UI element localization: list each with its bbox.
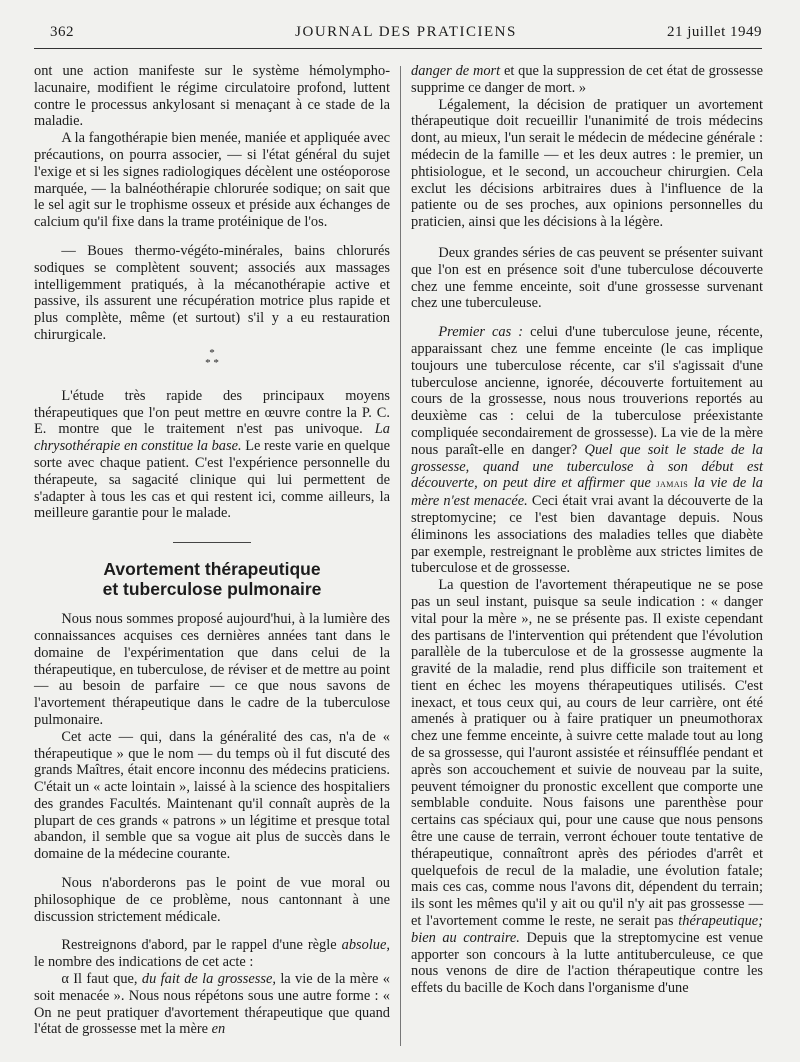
- separator-rule: [173, 542, 251, 543]
- paragraph: Nous nous sommes proposé aujourd'hui, à la lumière des connaissances acquises ces dernières années tant dans le domaine de l'expérimentation que dans celui de la thérapeutique, en tuberculose, de réviser et de mettre au point — au besoin de parfaire — ce que nous savons de l'avortement thérapeutique dans le cadre de la tuberculose pulmonaire.: [34, 611, 390, 728]
- issue-date: 21 juillet 1949: [667, 24, 762, 40]
- left-column: [34, 63, 390, 1038]
- paragraph: La question de l'avortement thérapeutique ne se pose pas un seul instant, puisque sa seule indication : « danger vital pour la mère », ne se présente pas. Il existe cependant des partisans de l'intervention qui prétendent que l'évolution parallèle de la tuberculose et de la grossesse augmente la gravité de la maladie, rend plus difficile son traitement et tient en échec les moyens thérapeutiques utilisés. C'est inexact, et tous ceux qui, au cours de leur carrière, ont été amenés à pratiquer ou à faire pratiquer un pneumothorax chez une femme enceinte, à suivre cette malade tout au long de sa grossesse, qui l'auront assistée et réinsufflée pendant et après son accouchement et suivie de nouveau par la suite, peuvent témoigner du pronostic excellent que comporte une semblable conduite. Nous faisons une parenthèse pour certains cas spéciaux qui, pour une cause que nous pensons être une cause de terrain, verront échouer toute tentative de thérapeutique, connaîtront après des périodes d'arrêt et quelquefois de recul de la maladie, une évolution fatale; mais ces cas, comme nous l'avons dit, dépendent du terrain; ils sont les mêmes qu'il y ait ou qu'il n'y ait pas grossesse — et l'avortement comme le reste, ne serait pas thérapeutique; bien au contraire. Depuis que la streptomycine est venue apporter son concours à la lutte antituberculeuse, ce que nous venons de dire de l'action thérapeutique contre les effets du bacille de Koch dans l'organisme d'une: [411, 577, 763, 997]
- header-rule: [34, 48, 762, 49]
- paragraph: — Boues thermo-végéto-minérales, bains chlorurés sodiques se complètent souvent; associés aux massages intelligemment pratiqués, à la mécanothérapie active et passive, ils assurent une récupération motrice plus rapide et plus complète, même (et surtout) s'il y a eu restauration chirurgicale.: [34, 242, 390, 343]
- paragraph: Premier cas : celui d'une tuberculose jeune, récente, apparaissant chez une femme enceinte (le cas implique toujours une tuberculose récente, car s'il s'agissait d'une tuberculose ancienne, ignorée, découverte fortuitement au cours de la grossesse, nous nous trouverions reportés au deuxième cas : celui de la tuberculose préexistante compliquée secondairement de grossesse). La vie de la mère nous paraît-elle en danger? Quel que soit le stade de la grossesse, quand une tuberculose à son début est découverte, on peut dire et affirmer que jamais la vie de la mère n'est menacée. Ceci était vrai avant la découverte de la streptomycine; ce l'est bien davantage depuis. Nous éliminons les associations des maladies telles que diabète par exemple, restreignant le problème aux strictes limites de tuberculose et de grossesse.: [411, 324, 763, 577]
- article-title: Avortement thérapeutique et tuberculose pulmonaire: [102, 559, 322, 600]
- paragraph: Restreignons d'abord, par le rappel d'une règle absolue, le nombre des indications de cet acte :: [34, 937, 390, 971]
- section-asterisks: * * *: [205, 346, 219, 369]
- paragraph: Nous n'aborderons pas le point de vue moral ou philosophique de ce problème, nous cantonnant à une discussion strictement médicale.: [34, 875, 390, 925]
- paragraph: A la fangothérapie bien menée, maniée et appliquée avec précautions, on pourra associer, — si l'état général du sujet l'exige et si les signes radiologiques décèlent une ostéoporose marquée, — la balnéothérapie chlorurée sodique; on sait que le sel agit sur le trophisme osseux et préside aux échanges de calcium qu'il fixe dans la trame protéinique de l'os.: [34, 130, 390, 231]
- column-divider: [400, 66, 401, 1046]
- paragraph: α Il faut que, du fait de la grossesse, la vie de la mère « soit menacée ». Nous nous répétons sous une autre forme : « On ne peut pratiquer d'avortement thérapeutique que quand l'état de grossesse met la mère en: [34, 971, 391, 1038]
- paragraph: Légalement, la décision de pratiquer un avortement thérapeutique doit recueillir l'unanimité de trois médecins dont, au mieux, l'un serait le médecin de médecine générale : médecin de la famille — et les deux autres : le premier, un phtisiologue, et le second, un accoucheur chirurgien. Cela exclut les décisions arbitraires dues à l'influence de la patiente ou de ses proches, aux opinions personnelles du praticien, ainsi que les décisions à la légère.: [411, 96, 763, 231]
- paragraph: danger de mort et que la suppression de cet état de grossesse supprime ce danger de mort. »: [411, 63, 763, 96]
- right-column: [411, 63, 763, 997]
- journal-title: JOURNAL DES PRATICIENS: [295, 24, 517, 40]
- page-number: 362: [50, 24, 74, 40]
- paragraph: ont une action manifeste sur le système hémolympho-lacunaire, modifient le régime circulatoire profond, luttent contre le processus ankylosant si menaçant à ce stade de la maladie.: [34, 63, 390, 130]
- paragraph: Cet acte — qui, dans la généralité des cas, n'a de « thérapeutique » que le nom — du temps où il fut discuté des grands Maîtres, était encore inconnu des médecins praticiens. C'était un « acte lointain », laissé à la science des hospitaliers des grandes Facultés. Maintenant qu'il connaît auprès de la plupart de ces grands « patrons » un légitime et presque total abandon, il semble que sa vogue ait plus de succès dans le domaine de la médecine courante.: [34, 728, 390, 863]
- paragraph: L'étude très rapide des principaux moyens thérapeutiques que l'on peut mettre en œuvre contre la P. C. E. montre que le traitement n'est pas univoque. La chrysothérapie en constitue la base. Le reste varie en quelque sorte avec chaque patient. C'est l'expérience personnelle du thérapeute, sa sagacité clinique qui lui permettent de s'adapter à tous les cas et qui restent ici, comme ailleurs, la meilleure garantie pour le malade.: [34, 387, 390, 522]
- paragraph: Deux grandes séries de cas peuvent se présenter suivant que l'on est en présence soit d'une tuberculose découverte chez une femme enceinte, soit d'une grossesse survenant chez une tuberculeuse.: [411, 244, 763, 312]
- page-header: [50, 24, 762, 48]
